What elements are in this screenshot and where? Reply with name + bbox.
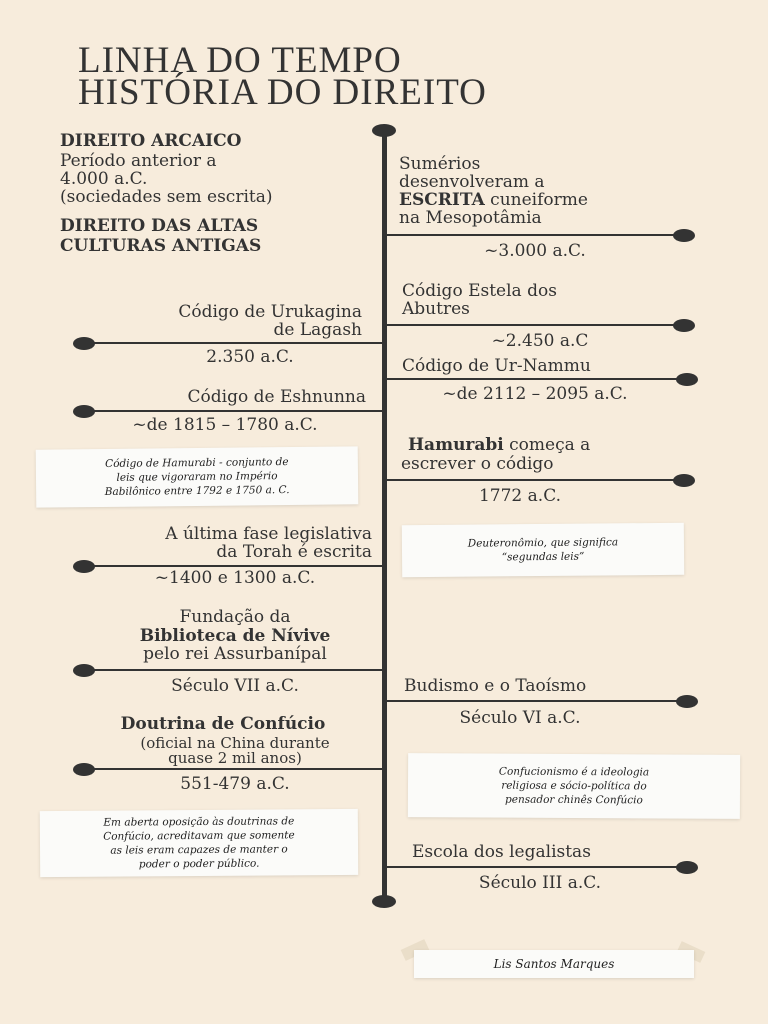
note-line: Confucionismo é a ideologia	[498, 765, 650, 779]
confucio-heading: Doutrina de Confúcio	[120, 714, 326, 734]
nivive-line2: Biblioteca de Nívive	[139, 626, 331, 646]
eshnunna-date: ~de 1815 – 1780 a.C.	[132, 415, 318, 435]
page-title-line2: HISTÓRIA DO DIREITO	[78, 72, 487, 113]
branch-dot	[673, 319, 695, 332]
branch-abutres	[385, 324, 681, 326]
abutres-date: ~2.450 a.C	[491, 331, 589, 351]
branch-nivive	[84, 669, 384, 671]
note-line: Confúcio, acreditavam que somente	[103, 829, 295, 843]
abutres-label: Código Estela dos	[402, 281, 557, 301]
confucio-line: quase 2 mil anos)	[168, 749, 302, 767]
note-oposicao	[40, 809, 358, 877]
note-line: Código de Hamurabi - conjunto de	[105, 456, 289, 470]
note-line: leis que vigoraram no Império	[116, 470, 278, 484]
torah-label: A última fase legislativa	[165, 524, 372, 544]
sumerios-line2: desenvolveram a	[399, 172, 545, 192]
note-line: pensador chinês Confúcio	[505, 793, 643, 807]
note-line: as leis eram capazes de manter o	[110, 843, 288, 857]
arcaico-line: 4.000 a.C.	[60, 169, 148, 189]
note-line: Em aberta oposição às doutrinas de	[103, 815, 295, 829]
torah-label: da Torah é escrita	[216, 542, 372, 562]
altas-heading-line1: DIREITO DAS ALTAS	[60, 216, 259, 236]
sumerios-escrita: ESCRITA	[399, 190, 485, 210]
urnammu-date: ~de 2112 – 2095 a.C.	[442, 384, 628, 404]
note-confucionismo	[408, 753, 740, 819]
note-line: Deuteronômio, que significa	[467, 536, 619, 550]
note-hamurabi	[36, 446, 359, 507]
sumerios-date: ~3.000 a.C.	[484, 241, 586, 261]
hamurabi-name: Hamurabi	[408, 435, 504, 455]
torah-date: ~1400 e 1300 a.C.	[154, 568, 316, 588]
confucio-line: (oficial na China durante	[140, 734, 330, 752]
note-line: religiosa e sócio-política do	[501, 779, 647, 793]
branch-dot	[673, 229, 695, 242]
author-name: Lis Santos Marques	[493, 957, 615, 971]
note-line: “segundas leis”	[501, 550, 585, 564]
budismo-label: Budismo e o Taoísmo	[404, 676, 587, 696]
branch-legalistas	[385, 866, 681, 868]
urukagina-label: Código de Urukagina	[178, 302, 362, 322]
branch-confucio	[84, 768, 384, 770]
sumerios-line1: Sumérios	[399, 154, 481, 174]
hamurabi-rest: começa a	[503, 435, 591, 455]
altas-heading-line2: CULTURAS ANTIGAS	[60, 236, 262, 256]
arcaico-line: (sociedades sem escrita)	[60, 187, 273, 207]
legalistas-date: Século III a.C.	[478, 873, 602, 893]
sumerios-cuneiforme: cuneiforme	[484, 190, 588, 210]
legalistas-label: Escola dos legalistas	[412, 842, 591, 862]
hamurabi-line2: escrever o código	[401, 454, 554, 474]
timeline-start-cap	[372, 124, 396, 137]
branch-torah	[84, 565, 384, 567]
hamurabi-line1	[408, 436, 590, 455]
branch-dot	[73, 664, 95, 677]
nivive-line3: pelo rei Assurbanípal	[143, 644, 327, 664]
note-line: poder o poder público.	[138, 857, 260, 871]
urukagina-date: 2.350 a.C.	[206, 347, 294, 367]
urukagina-label: de Lagash	[273, 320, 362, 340]
eshnunna-label: Código de Eshnunna	[187, 387, 366, 407]
abutres-label: Abutres	[402, 299, 470, 319]
author-tag	[414, 950, 694, 978]
note-deuteronomio	[402, 523, 684, 577]
note-line: Babilônico entre 1792 e 1750 a. C.	[104, 484, 290, 498]
timeline-end-cap	[372, 895, 396, 908]
page-title-line1: LINHA DO TEMPO	[78, 40, 402, 81]
branch-budismo	[385, 700, 681, 702]
arcaico-heading: DIREITO ARCAICO	[60, 131, 242, 151]
sumerios-line4: na Mesopotâmia	[399, 208, 542, 228]
timeline-axis	[382, 130, 387, 903]
branch-hamurabi	[385, 479, 681, 481]
hamurabi-date: 1772 a.C.	[478, 486, 561, 506]
branch-dot	[676, 695, 698, 708]
branch-dot	[676, 861, 698, 874]
branch-eshnunna	[84, 410, 384, 412]
nivive-date: Século VII a.C.	[171, 676, 299, 696]
branch-urukagina	[84, 342, 384, 344]
nivive-line1: Fundação da	[179, 607, 291, 627]
branch-urnammu	[385, 378, 681, 380]
arcaico-line: Período anterior a	[60, 151, 217, 171]
confucio-date: 551-479 a.C.	[180, 774, 290, 794]
branch-dot	[673, 474, 695, 487]
budismo-date: Século VI a.C.	[459, 708, 581, 728]
branch-sumerios	[385, 234, 681, 236]
branch-dot	[676, 373, 698, 386]
urnammu-label: Código de Ur-Nammu	[402, 356, 591, 376]
